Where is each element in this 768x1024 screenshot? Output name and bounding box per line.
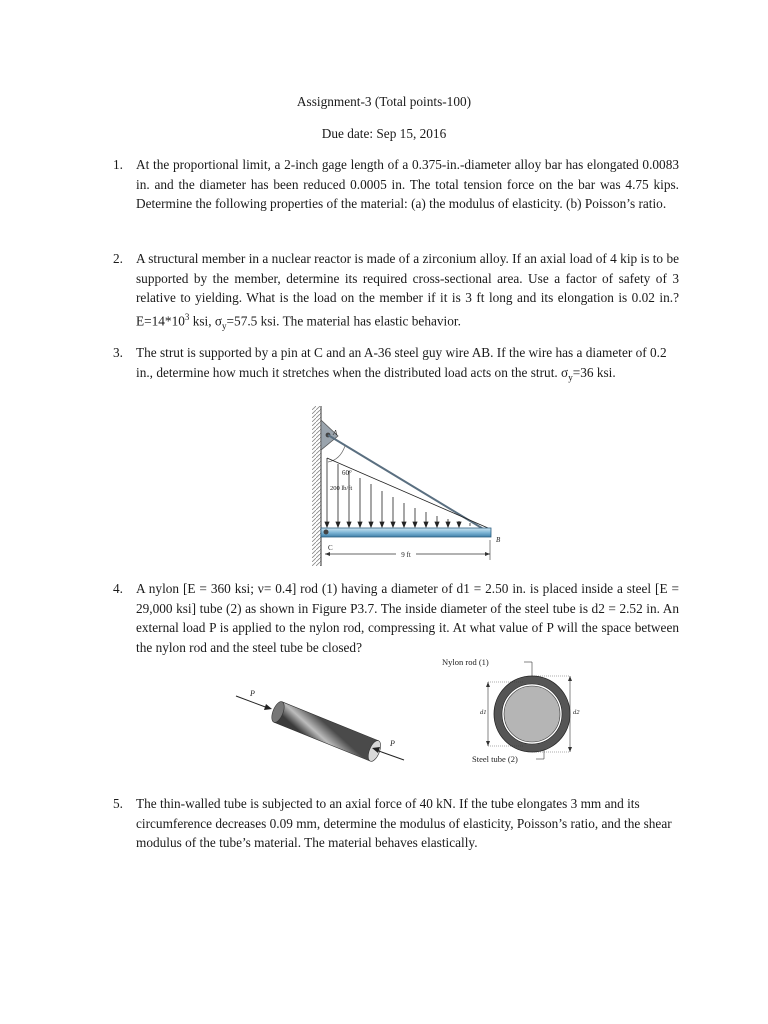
nylon-rod [504,686,560,742]
question-text: The strut is supported by a pin at C and an A-36 steel guy wire AB. If the wire has a diameter of 0.2 in., determine how much it stretches when the distributed load acts on the strut. $\sigma_y=36$ ksi. [136,345,667,383]
question-4 [113,579,679,657]
strut-figure [300,402,510,570]
label-c: C [328,544,333,552]
wall [312,406,321,566]
load-p-right: P [390,739,395,748]
question-2 [113,249,679,336]
question-number: 2. [113,251,123,266]
label-b: B [496,536,501,544]
d1-label: d1 [480,709,487,716]
load-label: 200 lb/ft [330,485,353,492]
length-label: 9 ft [401,551,411,559]
rod-body [274,702,379,761]
label-a: A [333,429,338,437]
question-text: The thin-walled tube is subjected to an axial force of 40 kN. If the tube elongates 3 mm and its circumference decreases 0.09 mm, determine the modulus of elasticity, Poisson’s ratio, and the shear modulus of the tube’s material. The material behaves elastically. [136,796,672,850]
question-text: A structural member in a nuclear reactor is made of a zirconium alloy. If an axial load of 4 kip is to be supported by the member, determine its required cross-sectional area. Use a factor of safety of 3 relative to yielding. What is the load on the member if it is 3 ft long and its elongation is 0.02 in.? $E=14*10^3$ ksi, $\sigma_y=57.5$ ksi. The material has elastic behavior. [136,251,679,331]
question-text: At the proportional limit, a 2-inch gage length of a 0.375-in.-diameter alloy bar has elongated 0.0083 in. and the diameter has been reduced 0.0005 in. The total tension force on the bar was 4.75 kips. Determine the following properties of the material: (a) the modulus of elasticity. (b) Poisson’s ratio. [136,157,679,211]
due-date: Due date: Sep 15, 2016 [321,126,447,141]
strut-beam [321,528,491,537]
question-1 [113,155,679,214]
d2-label: d2 [573,709,580,716]
question-number: 4. [113,581,123,596]
nylon-rod-figure [230,684,410,764]
question-number: 3. [113,345,123,360]
assignment-title: Assignment-3 (Total points-100) [296,94,472,109]
load-p-left: P [250,689,255,698]
angle-label: 60° [342,469,352,477]
nylon-rod-label: Nylon rod (1) [442,657,489,667]
question-5 [113,794,679,853]
pin-c [324,530,329,535]
question-number: 1. [113,157,123,172]
steel-tube-label: Steel tube (2) [472,754,518,764]
question-3 [113,343,679,388]
question-text: A nylon [E = 360 ksi; ν= 0.4] rod (1) having a diameter of d1 = 2.50 in. is placed inside a steel [E = 29,000 ksi] tube (2) as shown in Figure P3.7. The inside diameter of the steel tube is d2 = 2.52 in. An external load P is applied to the nylon rod, compressing it. At what value of P will the space between the nylon rod and the steel tube be closed? [136,581,679,655]
question-number: 5. [113,796,123,811]
tube-cross-section-figure [440,652,590,774]
